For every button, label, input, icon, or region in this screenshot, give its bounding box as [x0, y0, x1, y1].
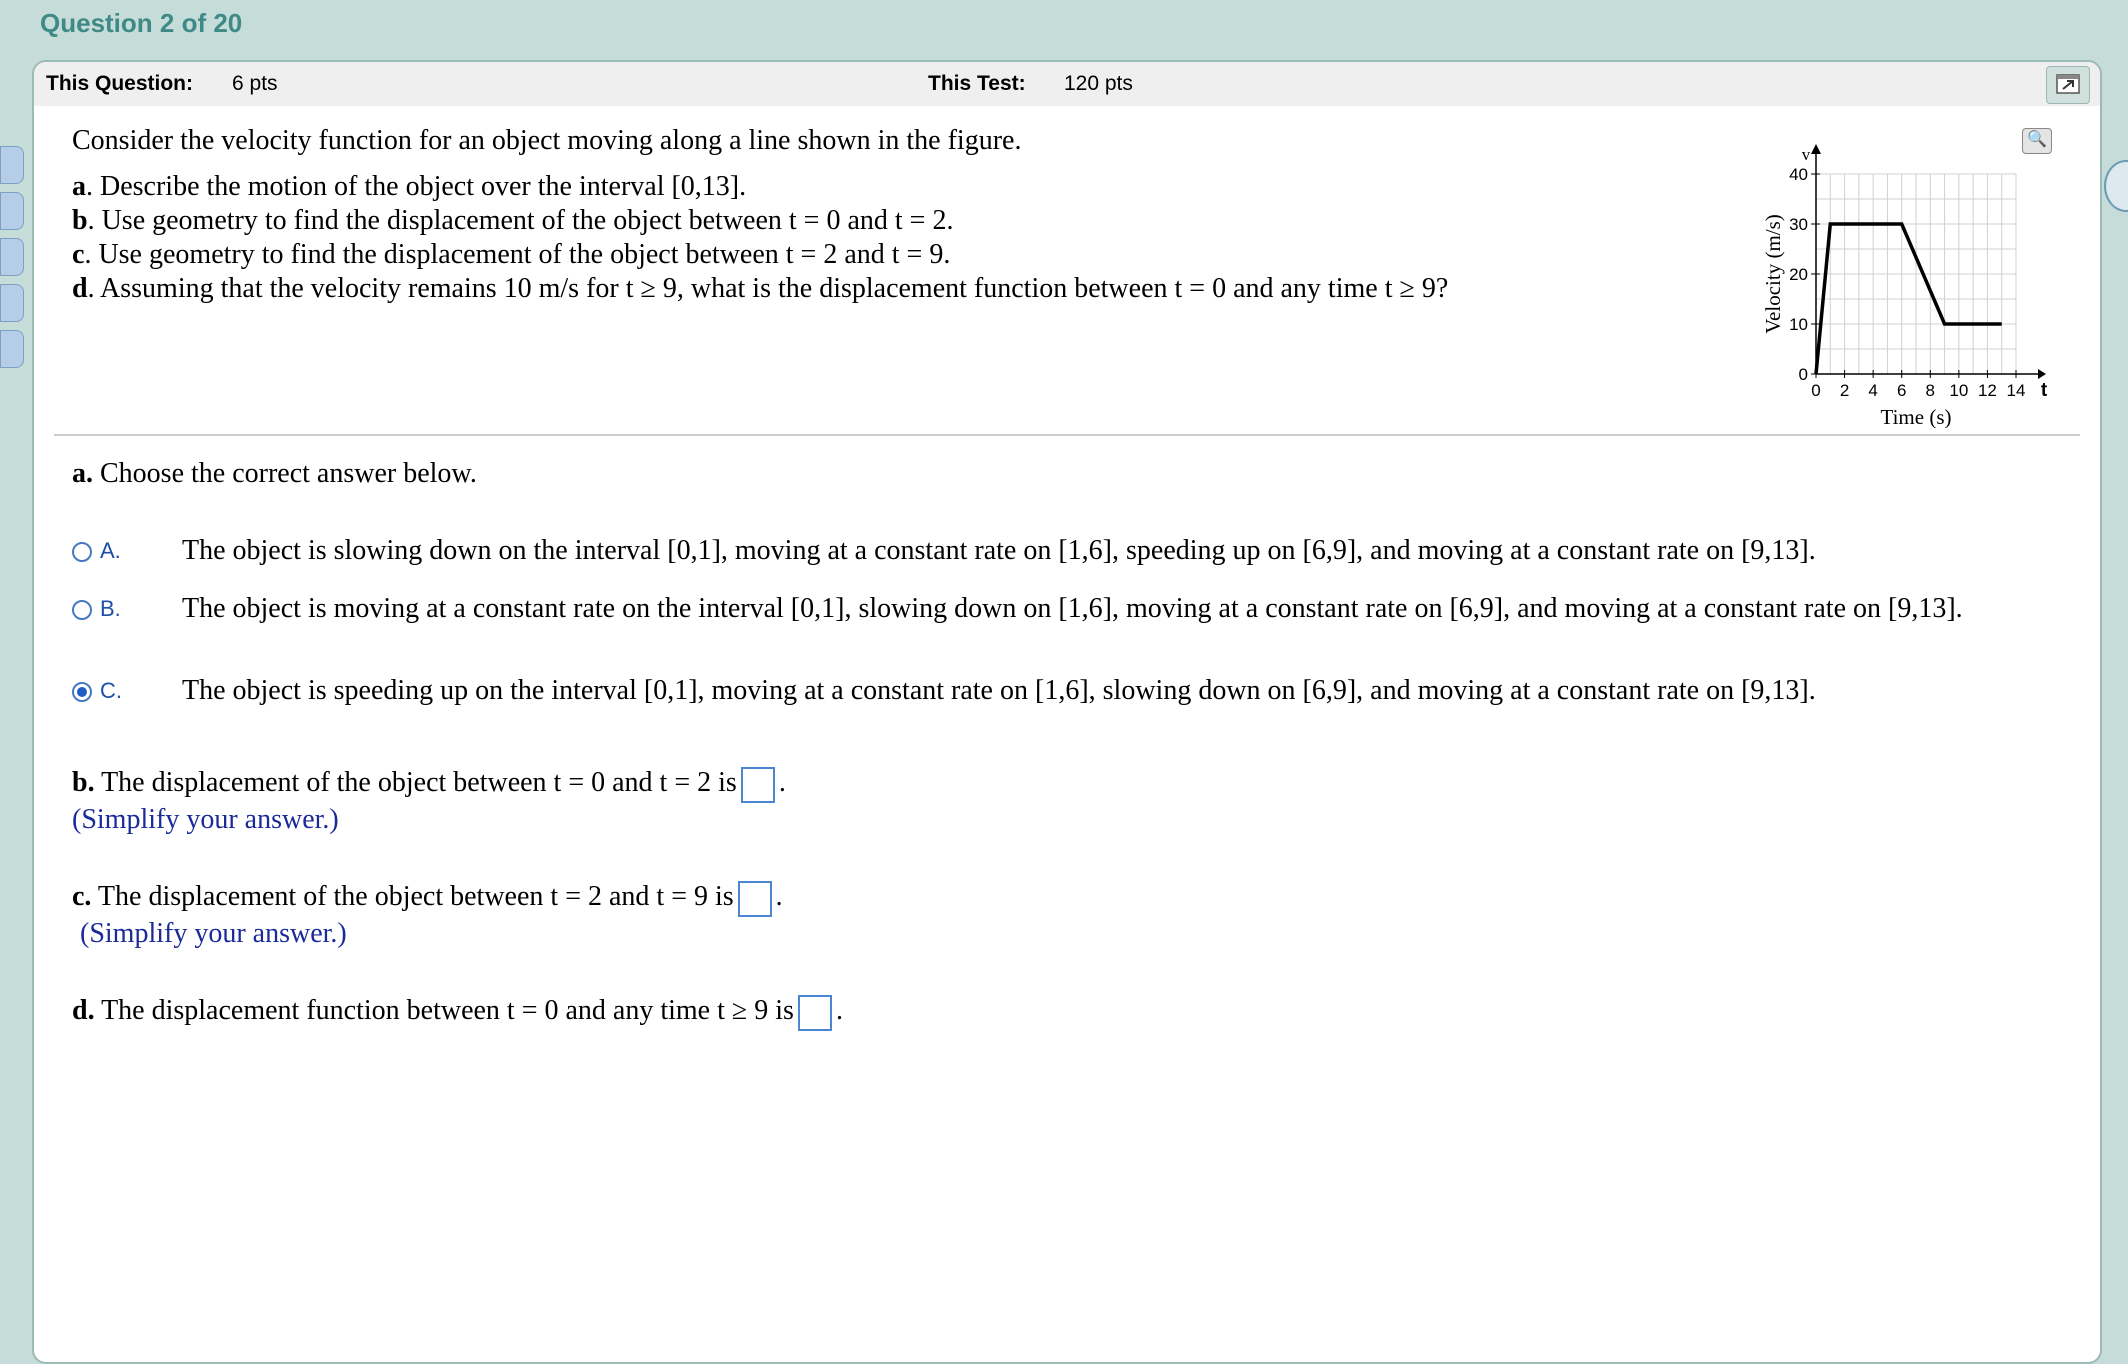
- side-tool-2[interactable]: [0, 192, 24, 230]
- option-c-text: The object is speeding up on the interval [0,1], moving at a constant rate on [1,6], slowing down on [6,9], and moving at a constant rate on [9,13].: [182, 675, 1816, 706]
- part-c-question: c. The displacement of the object between t = 2 and t = 9 is . (Simplify your answer.): [72, 881, 783, 949]
- part-c-answer-box[interactable]: [738, 881, 772, 917]
- x-axis-variable: t: [2040, 380, 2048, 401]
- problem-part-d: d. Assuming that the velocity remains 10 m/s for t ≥ 9, what is the displacement function between t = 0 and any time t ≥ 9?: [72, 273, 1449, 304]
- problem-part-a: a. Describe the motion of the object over the interval [0,13].: [72, 171, 747, 202]
- side-tool-1[interactable]: [0, 146, 24, 184]
- part-b-answer-box[interactable]: [741, 767, 775, 803]
- option-c-radio[interactable]: [72, 682, 92, 702]
- problem-part-c: c. Use geometry to find the displacement of the object between t = 2 and t = 9.: [72, 239, 951, 270]
- problem-intro: Consider the velocity function for an object moving along a line shown in the figure.: [72, 125, 1022, 156]
- side-tool-3[interactable]: [0, 238, 24, 276]
- y-tick-label: 0: [1798, 365, 1808, 384]
- this-test-value: 120 pts: [1064, 72, 1133, 95]
- problem-part-b: b. Use geometry to find the displacement of the object between t = 0 and t = 2.: [72, 205, 954, 236]
- y-tick-label: 10: [1789, 315, 1808, 334]
- option-a-text: The object is slowing down on the interval [0,1], moving at a constant rate on [1,6], speeding up on [6,9], and moving at a constant rate on [9,13].: [182, 535, 1816, 566]
- this-question-label: This Question:: [46, 72, 193, 95]
- zoom-graph-button[interactable]: [2022, 128, 2052, 154]
- popout-icon: [2047, 67, 2089, 103]
- x-tick-label: 6: [1896, 381, 1907, 400]
- side-help-button[interactable]: [2104, 160, 2128, 212]
- velocity-graph: [1754, 128, 2084, 428]
- option-a-radio[interactable]: [72, 542, 92, 562]
- question-counter: Question 2 of 20: [40, 8, 243, 38]
- x-tick-label: 4: [1868, 381, 1878, 400]
- x-tick-label: 12: [1977, 381, 1997, 400]
- side-tool-4[interactable]: [0, 284, 24, 322]
- question-header: [34, 62, 2100, 106]
- option-c-letter: C.: [100, 678, 122, 703]
- this-question-value: 6 pts: [232, 72, 278, 95]
- popout-window-button[interactable]: [2046, 66, 2090, 104]
- option-a-letter: A.: [100, 538, 121, 563]
- magnifier-icon: 🔍: [2027, 131, 2047, 148]
- part-b-question: b. The displacement of the object between t = 0 and t = 2 is . (Simplify your answer.): [72, 767, 786, 835]
- y-axis-label: Velocity (m/s): [1761, 214, 1785, 334]
- part-c-hint: (Simplify your answer.): [80, 917, 347, 949]
- x-tick-label: 2: [1839, 381, 1850, 400]
- y-tick-label: 40: [1789, 165, 1808, 184]
- part-b-hint: (Simplify your answer.): [72, 803, 339, 835]
- option-b-text: The object is moving at a constant rate on the interval [0,1], slowing down on [1,6], moving at a constant rate on [6,9], and moving at a constant rate on [9,13].: [182, 593, 1963, 624]
- problem-statement: [72, 124, 1448, 306]
- x-tick-label: 14: [2006, 381, 2026, 400]
- part-d-question: d. The displacement function between t = 0 and any time t ≥ 9 is .: [72, 994, 843, 1031]
- option-b-letter: B.: [100, 596, 121, 621]
- y-tick-label: 20: [1789, 265, 1808, 284]
- x-tick-label: 8: [1925, 381, 1936, 400]
- x-tick-label: 10: [1949, 381, 1969, 400]
- section-divider: [54, 434, 2080, 436]
- x-axis-label: Time (s): [1880, 405, 1952, 428]
- part-a-question: a. Choose the correct answer below.: [72, 458, 477, 489]
- side-tool-5[interactable]: [0, 330, 24, 368]
- option-b-radio[interactable]: [72, 600, 92, 620]
- x-tick-label: 0: [1811, 381, 1821, 400]
- question-panel: [32, 60, 2102, 1364]
- y-axis-variable: v: [1801, 145, 1811, 164]
- this-test-label: This Test:: [928, 72, 1026, 95]
- part-d-answer-box[interactable]: [798, 995, 832, 1031]
- x-axis-arrow: [2038, 369, 2046, 379]
- side-toolbar: [0, 146, 22, 376]
- y-axis-arrow: [1811, 144, 1821, 154]
- y-tick-label: 30: [1789, 215, 1808, 234]
